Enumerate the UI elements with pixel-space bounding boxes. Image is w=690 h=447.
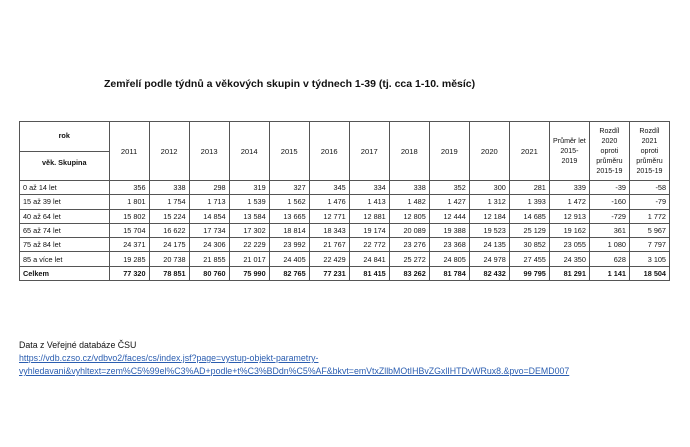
table-row	[20, 252, 670, 266]
age-group-label: 65 až 74 let	[20, 223, 110, 237]
table-cell: 20 089	[389, 223, 429, 237]
table-cell: 1 801	[109, 195, 149, 209]
corner-cell	[20, 122, 110, 181]
year-axis-label: rok	[58, 131, 70, 140]
table-cell: 281	[509, 181, 549, 195]
table-cell: 1 393	[509, 195, 549, 209]
source-note	[19, 339, 569, 378]
table-cell: 24 405	[269, 252, 309, 266]
table-cell: 23 055	[549, 238, 589, 252]
table-cell: 352	[429, 181, 469, 195]
table-cell: 14 854	[189, 209, 229, 223]
table-cell: 1 754	[149, 195, 189, 209]
table-cell: 14 685	[509, 209, 549, 223]
table-cell: 24 841	[349, 252, 389, 266]
table-cell: 298	[189, 181, 229, 195]
table-cell: 1 482	[389, 195, 429, 209]
table-row	[20, 209, 670, 223]
table-cell: 18 504	[629, 266, 669, 280]
table-cell: 80 760	[189, 266, 229, 280]
table-cell: 3 105	[629, 252, 669, 266]
table-cell: 30 852	[509, 238, 549, 252]
table-cell: 81 291	[549, 266, 589, 280]
age-group-label: 40 až 64 let	[20, 209, 110, 223]
table-cell: 24 175	[149, 238, 189, 252]
table-cell: 82 432	[469, 266, 509, 280]
table-row	[20, 223, 670, 237]
table-cell: 319	[229, 181, 269, 195]
table-cell: -79	[629, 195, 669, 209]
table-cell: 15 802	[109, 209, 149, 223]
table-cell: 12 184	[469, 209, 509, 223]
mortality-table	[19, 121, 670, 281]
average-header: Průměr let 2015-2019	[549, 122, 589, 181]
table-cell: 12 444	[429, 209, 469, 223]
table-cell: 77 231	[309, 266, 349, 280]
table-cell: 22 772	[349, 238, 389, 252]
corner-divider	[20, 151, 109, 152]
table-cell: 19 174	[349, 223, 389, 237]
table-cell: 19 162	[549, 223, 589, 237]
table-body	[20, 181, 670, 281]
table-cell: 12 771	[309, 209, 349, 223]
table-cell: 21 855	[189, 252, 229, 266]
table-cell: 19 285	[109, 252, 149, 266]
table-cell: 12 881	[349, 209, 389, 223]
table-cell: 78 851	[149, 266, 189, 280]
table-cell: 24 135	[469, 238, 509, 252]
table-cell: 23 368	[429, 238, 469, 252]
table-cell: 24 350	[549, 252, 589, 266]
age-group-label: 75 až 84 let	[20, 238, 110, 252]
table-cell: 1 476	[309, 195, 349, 209]
table-cell: 82 765	[269, 266, 309, 280]
table-cell: 12 805	[389, 209, 429, 223]
age-group-label: 0 až 14 let	[20, 181, 110, 195]
table-cell: 628	[589, 252, 629, 266]
table-cell: 5 967	[629, 223, 669, 237]
source-title: Data z Veřejné databáze ČSU	[19, 340, 137, 350]
table-cell: 22 229	[229, 238, 269, 252]
year-header: 2015	[269, 122, 309, 181]
table-cell: 21 017	[229, 252, 269, 266]
table-cell: 21 767	[309, 238, 349, 252]
table-cell: 18 814	[269, 223, 309, 237]
table-cell: 1 141	[589, 266, 629, 280]
year-header: 2012	[149, 122, 189, 181]
age-group-label: 85 a více let	[20, 252, 110, 266]
table-cell: 338	[149, 181, 189, 195]
table-cell: 361	[589, 223, 629, 237]
table-cell: 300	[469, 181, 509, 195]
table-cell: -160	[589, 195, 629, 209]
table-cell: 338	[389, 181, 429, 195]
year-header: 2017	[349, 122, 389, 181]
table-cell: 13 665	[269, 209, 309, 223]
table-cell: 99 795	[509, 266, 549, 280]
table-cell: 356	[109, 181, 149, 195]
table-row	[20, 195, 670, 209]
year-header: 2013	[189, 122, 229, 181]
table-cell: 17 302	[229, 223, 269, 237]
table-cell: 1 080	[589, 238, 629, 252]
page-title: Zemřelí podle týdnů a věkových skupin v týdnech 1-39 (tj. cca 1-10. měsíc)	[104, 78, 476, 90]
table-cell: 20 738	[149, 252, 189, 266]
year-header: 2011	[109, 122, 149, 181]
table-cell: -729	[589, 209, 629, 223]
table-cell: 1 562	[269, 195, 309, 209]
table-cell: 24 805	[429, 252, 469, 266]
table-cell: 75 990	[229, 266, 269, 280]
table-cell: 1 413	[349, 195, 389, 209]
table-cell: 327	[269, 181, 309, 195]
table-cell: 15 224	[149, 209, 189, 223]
table-row	[20, 181, 670, 195]
table-row	[20, 238, 670, 252]
diff-2021-header: Rozdíl 2021 oproti průměru 2015-19	[629, 122, 669, 181]
year-header: 2014	[229, 122, 269, 181]
year-header: 2016	[309, 122, 349, 181]
table-cell: 25 129	[509, 223, 549, 237]
table-cell: 19 388	[429, 223, 469, 237]
table-row	[20, 266, 670, 280]
table-cell: -58	[629, 181, 669, 195]
table-cell: 23 276	[389, 238, 429, 252]
table-cell: 339	[549, 181, 589, 195]
table-cell: 15 704	[109, 223, 149, 237]
table-cell: -39	[589, 181, 629, 195]
table-cell: 24 371	[109, 238, 149, 252]
year-header: 2019	[429, 122, 469, 181]
table-cell: 1 713	[189, 195, 229, 209]
table-cell: 23 992	[269, 238, 309, 252]
age-group-label: Celkem	[20, 266, 110, 280]
age-group-label: 15 až 39 let	[20, 195, 110, 209]
table-cell: 16 622	[149, 223, 189, 237]
table-cell: 7 797	[629, 238, 669, 252]
table-cell: 81 415	[349, 266, 389, 280]
table-cell: 81 784	[429, 266, 469, 280]
table-cell: 334	[349, 181, 389, 195]
table-cell: 1 427	[429, 195, 469, 209]
age-group-axis-label: věk. Skupina	[41, 158, 87, 167]
source-link-line-1[interactable]: https://vdb.czso.cz/vdbvo2/faces/cs/index.jsf?page=vystup-objekt-parametry-	[19, 353, 319, 363]
table-cell: 345	[309, 181, 349, 195]
table-cell: 1 539	[229, 195, 269, 209]
table-cell: 77 320	[109, 266, 149, 280]
header-row	[20, 122, 670, 181]
table-cell: 18 343	[309, 223, 349, 237]
diff-2020-header: Rozdíl 2020 oproti průměru 2015-19	[589, 122, 629, 181]
year-header: 2021	[509, 122, 549, 181]
table-cell: 13 584	[229, 209, 269, 223]
table-cell: 1 312	[469, 195, 509, 209]
table-cell: 27 455	[509, 252, 549, 266]
year-header: 2020	[469, 122, 509, 181]
table-cell: 24 978	[469, 252, 509, 266]
table-cell: 1 472	[549, 195, 589, 209]
table-cell: 83 262	[389, 266, 429, 280]
table-cell: 19 523	[469, 223, 509, 237]
year-header: 2018	[389, 122, 429, 181]
table-cell: 17 734	[189, 223, 229, 237]
table-cell: 25 272	[389, 252, 429, 266]
table-cell: 12 913	[549, 209, 589, 223]
source-link-line-2[interactable]: vyhledavani&vyhltext=zem%C5%99el%C3%AD+podle+t%C3%BDdn%C5%AF&bkvt=emVtxZllbMOtIHBvZGxlIHTDvWRux8.&pvo=DEMD007	[19, 366, 570, 376]
table-cell: 22 429	[309, 252, 349, 266]
table-cell: 1 772	[629, 209, 669, 223]
table-cell: 24 306	[189, 238, 229, 252]
